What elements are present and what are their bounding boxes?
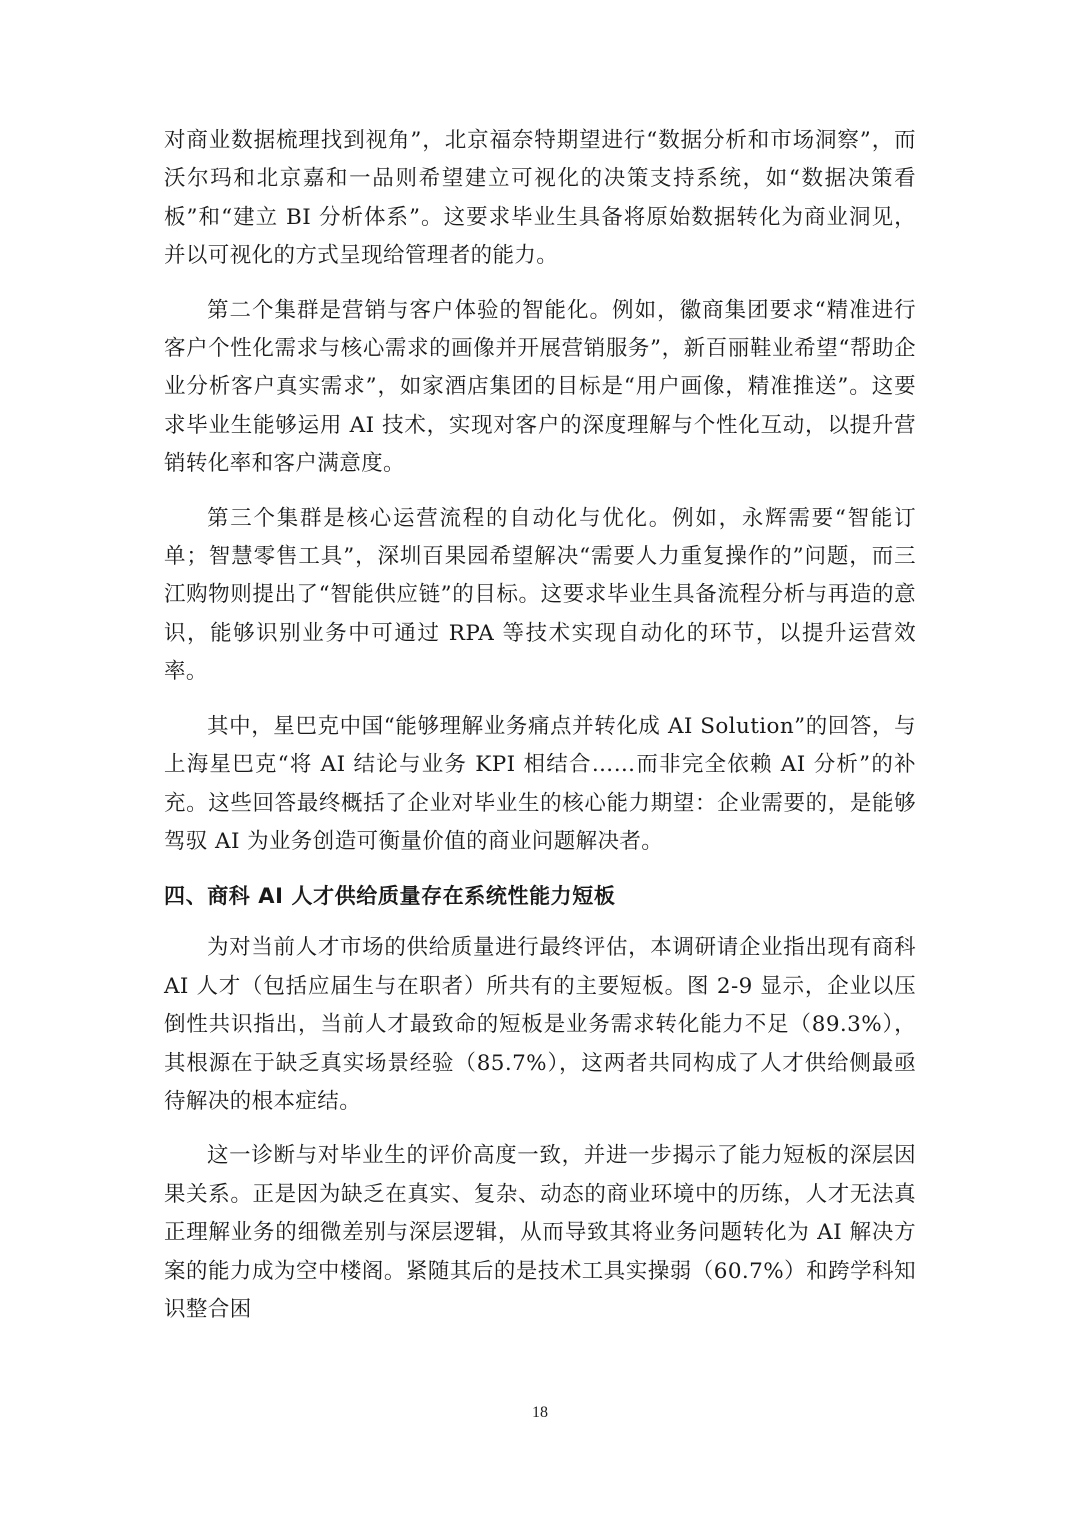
page-number: 18 <box>532 1404 548 1421</box>
paragraph-continuation: 对商业数据梳理找到视角”，北京福奈特期望进行“数据分析和市场洞察”，而沃尔玛和北京嘉和一品则希望建立可视化的决策支持系统，如“数据决策看板”和“建立 BI 分析体系”。这要求毕业生具备将原始数据转化为商业洞见，并以可视化的方式呈现给管理者的能力。 <box>164 128 916 269</box>
paragraph-diagnosis: 这一诊断与对毕业生的评价高度一致，并进一步揭示了能力短板的深层因果关系。正是因为缺乏在真实、复杂、动态的商业环境中的历练，人才无法真正理解业务的细微差别与深层逻辑，从而导致其将业务问题转化为 AI 解决方案的能力成为空中楼阁。紧随其后的是技术工具实操弱（60.7%）和跨学科知识整合困 <box>164 1143 916 1322</box>
paragraph-supply-assessment: 为对当前人才市场的供给质量进行最终评估，本调研请企业指出现有商科 AI 人才（包括应届生与在职者）所共有的主要短板。图 2-9 显示，企业以压倒性共识指出，当前人才最致命的短板是业务需求转化能力不足（89.3%），其根源在于缺乏真实场景经验（85.7%），这两者共同构成了人才供给侧最亟待解决的根本症结。 <box>164 935 916 1114</box>
paragraph-marketing-cluster: 第二个集群是营销与客户体验的智能化。例如，徽商集团要求“精准进行客户个性化需求与核心需求的画像并开展营销服务”，新百丽鞋业希望“帮助企业分析客户真实需求”，如家酒店集团的目标是“用户画像，精准推送”。这要求毕业生能够运用 AI 技术，实现对客户的深度理解与个性化互动，以提升营销转化率和客户满意度。 <box>164 297 916 477</box>
paragraph-starbucks-summary: 其中，星巴克中国“能够理解业务痛点并转化成 AI Solution”的回答，与上海星巴克“将 AI 结论与业务 KPI 相结合……而非完全依赖 AI 分析”的补充。这些回答最终概括了企业对毕业生的核心能力期望：企业需要的，是能够驾驭 AI 为业务创造可衡量价值的商业问题解决者。 <box>164 713 916 854</box>
paragraph-operations-cluster: 第三个集群是核心运营流程的自动化与优化。例如，永辉需要“智能订单；智慧零售工具”，深圳百果园希望解决“需要人力重复操作的”问题，而三江购物则提出了“智能供应链”的目标。这要求毕业生具备流程分析与再造的意识，能够识别业务中可通过 RPA 等技术实现自动化的环节，以提升运营效率。 <box>164 505 916 685</box>
section-heading: 四、商科 AI 人才供给质量存在系统性能力短板 <box>164 884 616 909</box>
page-body <box>164 122 916 1345</box>
